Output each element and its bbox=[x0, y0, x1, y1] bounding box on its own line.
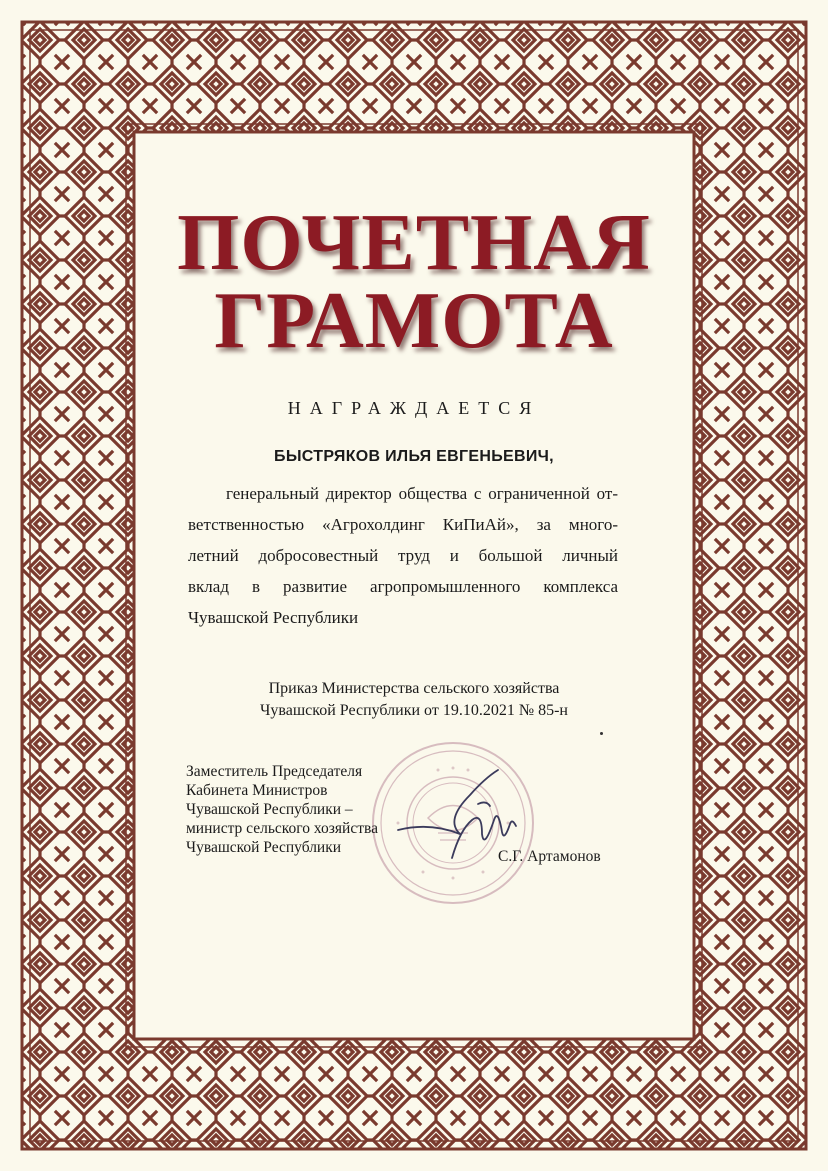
signatory-name: С.Г. Артамонов bbox=[498, 848, 601, 865]
certificate-title-line1: ПОЧЕТНАЯ bbox=[177, 199, 651, 287]
awarded-heading: НАГРАЖДАЕТСЯ bbox=[287, 398, 541, 418]
description-line: вклад в развитие агропромышленного комплекса bbox=[188, 577, 618, 596]
certificate-content bbox=[150, 148, 678, 1024]
position-line: министр сельского хозяйства bbox=[186, 820, 378, 837]
description-line: ветственностью «Агрохолдинг КиПиАй», за много- bbox=[188, 515, 618, 534]
description-line: летний добросовестный труд и большой личный bbox=[188, 546, 618, 565]
order-line: Чувашской Республики от 19.10.2021 № 85-н bbox=[260, 702, 568, 719]
position-line: Заместитель Председателя bbox=[186, 763, 363, 780]
position-line: Чувашской Республики bbox=[186, 839, 342, 856]
position-line: Кабинета Министров bbox=[186, 782, 328, 799]
description-line: Чувашской Республики bbox=[188, 608, 359, 627]
order-line: Приказ Министерства сельского хозяйства bbox=[268, 680, 560, 697]
position-line: Чувашской Республики – bbox=[186, 801, 353, 818]
order-reference bbox=[150, 678, 678, 722]
certificate-title-line2: ГРАМОТА bbox=[214, 277, 614, 365]
recipient-name: БЫСТРЯКОВ ИЛЬЯ ЕВГЕНЬЕВИЧ, bbox=[274, 448, 554, 465]
signatory-position bbox=[186, 762, 446, 857]
ink-dot bbox=[600, 732, 603, 735]
award-description bbox=[188, 478, 618, 633]
description-line: генеральный директор общества с ограниченной от- bbox=[226, 484, 618, 503]
